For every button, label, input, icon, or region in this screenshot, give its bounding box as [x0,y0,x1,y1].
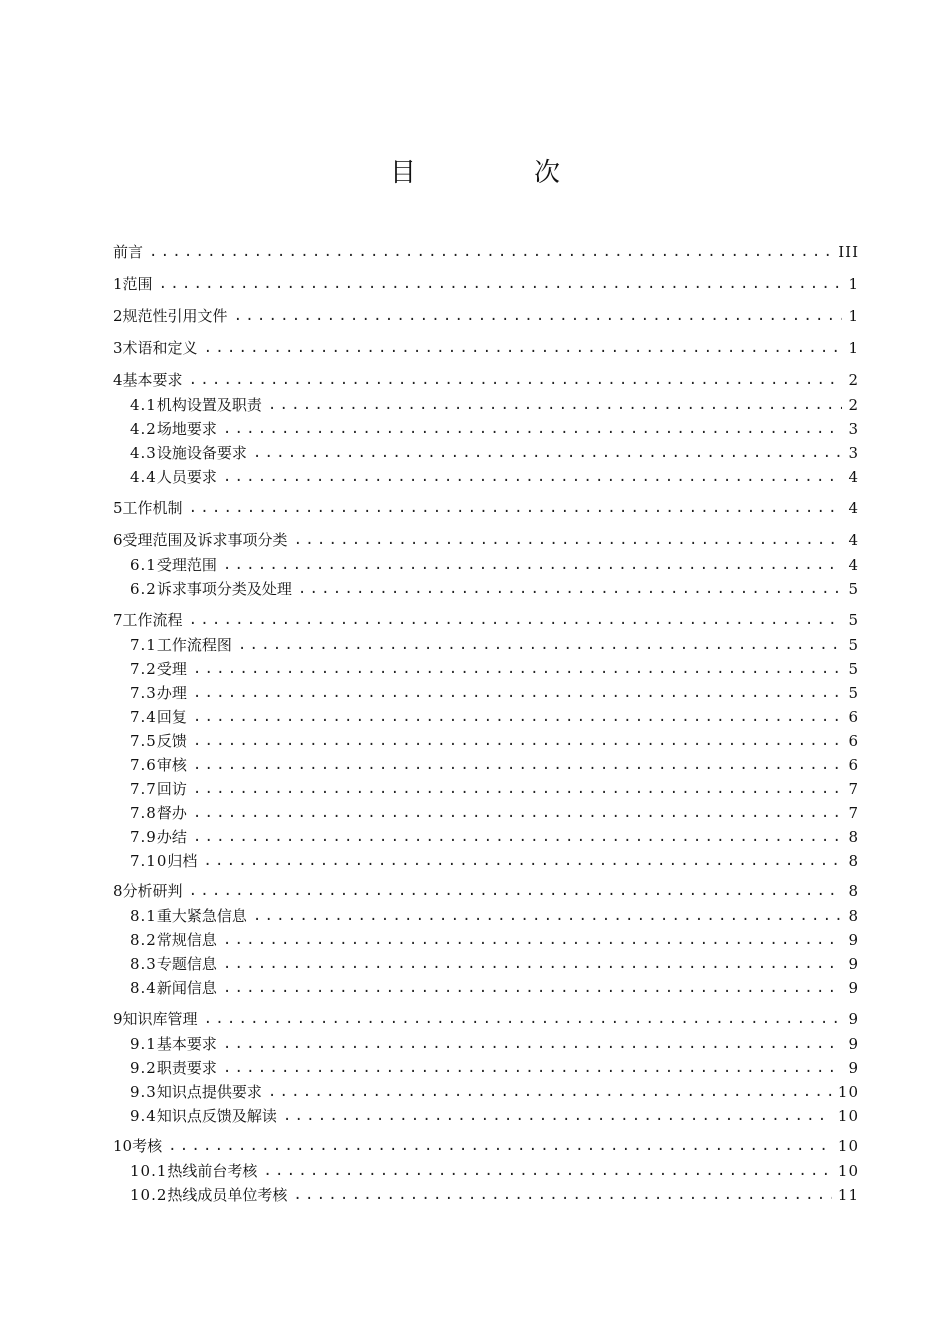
toc-entry-label: 知识库管理 [122,1010,198,1028]
toc-entry[interactable] [130,579,859,599]
toc-entry[interactable] [130,906,859,926]
toc-entry-page: 7 [848,780,859,798]
toc-leader-dots [193,731,843,751]
toc-entry-number: 7.9 [130,828,157,846]
toc-entry-label: 分析研判 [122,882,183,900]
toc-entry-label: 职责要求 [156,1059,217,1077]
toc-leader-dots [189,610,843,630]
toc-entry-page: 8 [848,882,859,900]
toc-leader-dots [283,1106,832,1126]
toc-entry[interactable] [130,1185,859,1205]
toc-entry-page: 6 [848,756,859,774]
toc-entry-page: 2 [848,371,859,389]
toc-entry[interactable] [130,707,859,727]
toc-leader-dots [223,467,843,487]
toc-entry-label: 知识点反馈及解读 [156,1107,277,1125]
toc-entry-page: 11 [837,1186,859,1204]
toc-entry[interactable] [130,851,859,871]
toc-entry-number: 2 [113,307,123,325]
toc-entry-number: 7.5 [130,732,157,750]
toc-entry[interactable] [113,1136,859,1156]
toc-leader-dots [193,779,843,799]
toc-entry-number: 7.3 [130,684,157,702]
toc-entry-number: 5 [113,499,123,517]
toc-entry-label: 回复 [156,708,187,726]
toc-entry-number: 10.1 [130,1162,168,1180]
toc-entry-page: 5 [848,611,859,629]
toc-entry-page: 9 [848,1059,859,1077]
toc-entry-label: 办结 [156,828,187,846]
toc-leader-dots [223,555,843,575]
toc-entry[interactable] [130,659,859,679]
toc-entry-number: 7.1 [130,636,157,654]
toc-entry-number: 8.4 [130,979,157,997]
toc-entry-number: 4.4 [130,468,157,486]
toc-entry[interactable] [113,370,859,390]
toc-entry[interactable] [130,395,859,415]
toc-entry[interactable] [130,1106,859,1126]
toc-entry-number: 9.2 [130,1059,157,1077]
toc-entry-page: 10 [837,1107,859,1125]
toc-entry-label: 范围 [122,275,153,293]
toc-entry[interactable] [130,419,859,439]
toc-entry[interactable] [130,555,859,575]
toc-entry-page: 4 [848,556,859,574]
toc-entry-label: 办理 [156,684,187,702]
toc-entry-page: 5 [848,660,859,678]
toc-entry-page: 4 [848,531,859,549]
toc-entry-label: 诉求事项分类及处理 [156,580,292,598]
toc-leader-dots [193,707,843,727]
toc-entry[interactable] [113,306,859,326]
toc-entry[interactable] [130,467,859,487]
toc-entry-page: 9 [848,955,859,973]
toc-entry-number: 10.2 [130,1186,168,1204]
toc-entry-label: 前言 [113,243,144,261]
toc-entry[interactable] [130,1161,859,1181]
toc-leader-dots [293,1185,831,1205]
toc-entry-label: 场地要求 [156,420,217,438]
toc-leader-dots [189,370,843,390]
toc-entry[interactable] [130,443,859,463]
toc-leader-dots [223,978,843,998]
toc-entry-number: 6 [113,531,123,549]
toc-entry-label: 热线前台考核 [167,1162,258,1180]
toc-entry-page: 6 [848,708,859,726]
toc-entry-page: 5 [848,636,859,654]
toc-entry[interactable] [130,1058,859,1078]
toc-entry-number: 10 [113,1137,133,1155]
toc-entry-label: 知识点提供要求 [156,1083,262,1101]
toc-entry-number: 4.2 [130,420,157,438]
toc-entry-label: 受理 [156,660,187,678]
toc-leader-dots [294,530,843,550]
toc-entry[interactable] [113,530,859,550]
toc-entry[interactable] [113,1009,859,1029]
toc-leader-dots [268,1082,832,1102]
toc-entry[interactable] [130,683,859,703]
toc-entry-number: 7.6 [130,756,157,774]
page-title: 目 次 [389,158,606,188]
toc-entry[interactable] [130,803,859,823]
toc-entry-page: 1 [848,339,859,357]
toc-entry-label: 工作机制 [122,499,183,517]
toc-leader-dots [149,242,832,262]
toc-entry[interactable] [130,930,859,950]
toc-entry[interactable] [130,755,859,775]
toc-entry-number: 4 [113,371,123,389]
toc-entry-page: 9 [848,1010,859,1028]
toc-leader-dots [298,579,843,599]
toc-leader-dots [193,755,843,775]
toc-entry-page: 3 [848,444,859,462]
toc-entry-number: 9.4 [130,1107,157,1125]
toc-leader-dots [223,954,843,974]
toc-entry-page: 9 [848,1035,859,1053]
toc-leader-dots [263,1161,831,1181]
toc-leader-dots [189,881,843,901]
toc-entry-page: 9 [848,931,859,949]
toc-entry-label: 回访 [156,780,187,798]
toc-leader-dots [193,659,843,679]
toc-entry-label: 机构设置及职责 [156,396,262,414]
toc-leader-dots [268,395,843,415]
toc-entry-number: 7 [113,611,123,629]
toc-entry[interactable] [130,779,859,799]
toc-leader-dots [223,1034,843,1054]
toc-entry-page: 5 [848,684,859,702]
toc-entry[interactable] [130,954,859,974]
toc-entry-label: 规范性引用文件 [122,307,228,325]
toc-entry-page: 6 [848,732,859,750]
toc-entry-label: 工作流程 [122,611,183,629]
toc-entry-page: 4 [848,499,859,517]
toc-entry[interactable] [130,1082,859,1102]
toc-entry-page: 7 [848,804,859,822]
toc-entry[interactable] [113,881,859,901]
toc-entry-label: 督办 [156,804,187,822]
toc-entry[interactable] [113,242,859,262]
toc-entry-number: 7.8 [130,804,157,822]
toc-entry-page: 10 [837,1137,859,1155]
toc-entry-label: 受理范围 [156,556,217,574]
toc-entry-page: 5 [848,580,859,598]
toc-entry-number: 4.3 [130,444,157,462]
toc-leader-dots [253,906,843,926]
toc-entry-page: 8 [848,907,859,925]
toc-entry-label: 工作流程图 [156,636,232,654]
toc-entry-label: 新闻信息 [156,979,217,997]
toc-entry[interactable] [130,827,859,847]
toc-leader-dots [203,851,842,871]
toc-entry-number: 1 [113,275,123,293]
toc-entry-page: 9 [848,979,859,997]
toc-entry-page: 2 [848,396,859,414]
toc-leader-dots [159,274,843,294]
toc-entry-number: 7.4 [130,708,157,726]
toc-leader-dots [223,419,843,439]
toc-entry[interactable] [113,338,859,358]
toc-entry-number: 9.1 [130,1035,157,1053]
toc-entry-page: 8 [848,852,859,870]
toc-entry-page: 1 [848,275,859,293]
toc-entry-number: 8 [113,882,123,900]
toc-leader-dots [223,930,843,950]
toc-entry-label: 考核 [132,1137,163,1155]
toc-entry-page: 3 [848,420,859,438]
toc-leader-dots [204,1009,843,1029]
toc-entry-number: 3 [113,339,123,357]
toc-entry-number: 9 [113,1010,123,1028]
toc-entry-number: 7.10 [130,852,168,870]
toc-entry-number: 8.1 [130,907,157,925]
toc-entry-page: 4 [848,468,859,486]
toc-entry[interactable] [130,731,859,751]
toc-entry-number: 6.1 [130,556,157,574]
toc-entry-label: 设施设备要求 [156,444,247,462]
toc-leader-dots [193,803,843,823]
toc-entry-label: 审核 [156,756,187,774]
toc-entry[interactable] [130,1034,859,1054]
toc-entry-page: 10 [837,1162,859,1180]
toc-entry-label: 基本要求 [156,1035,217,1053]
toc-entry-number: 7.7 [130,780,157,798]
toc-leader-dots [204,338,843,358]
toc-entry-number: 8.3 [130,955,157,973]
toc-entry-label: 热线成员单位考核 [167,1186,288,1204]
toc-entry-page: 10 [837,1083,859,1101]
toc-entry-number: 4.1 [130,396,157,414]
toc-entry-label: 人员要求 [156,468,217,486]
toc-entry-number: 8.2 [130,931,157,949]
toc-entry-page: 8 [848,828,859,846]
toc-entry-number: 6.2 [130,580,157,598]
toc-leader-dots [193,683,843,703]
toc-entry-label: 专题信息 [156,955,217,973]
toc-leader-dots [253,443,843,463]
toc-entry-label: 术语和定义 [122,339,198,357]
toc-leader-dots [193,827,843,847]
toc-entry[interactable] [130,978,859,998]
toc-entry-page: III [838,243,859,261]
toc-entry-page: 1 [848,307,859,325]
toc-entry-number: 7.2 [130,660,157,678]
toc-entry[interactable] [113,610,859,630]
toc-entry[interactable] [113,274,859,294]
toc-entry-label: 归档 [167,852,198,870]
toc-entry-label: 反馈 [156,732,187,750]
toc-leader-dots [223,1058,843,1078]
toc-entry-label: 重大紧急信息 [156,907,247,925]
toc-entry-label: 受理范围及诉求事项分类 [122,531,288,549]
toc-entry-label: 基本要求 [122,371,183,389]
toc-leader-dots [168,1136,832,1156]
toc-leader-dots [234,306,843,326]
toc-entry[interactable] [130,635,859,655]
toc-entry[interactable] [113,498,859,518]
toc-leader-dots [238,635,843,655]
toc-entry-number: 9.3 [130,1083,157,1101]
toc-entry-label: 常规信息 [156,931,217,949]
toc-leader-dots [189,498,843,518]
